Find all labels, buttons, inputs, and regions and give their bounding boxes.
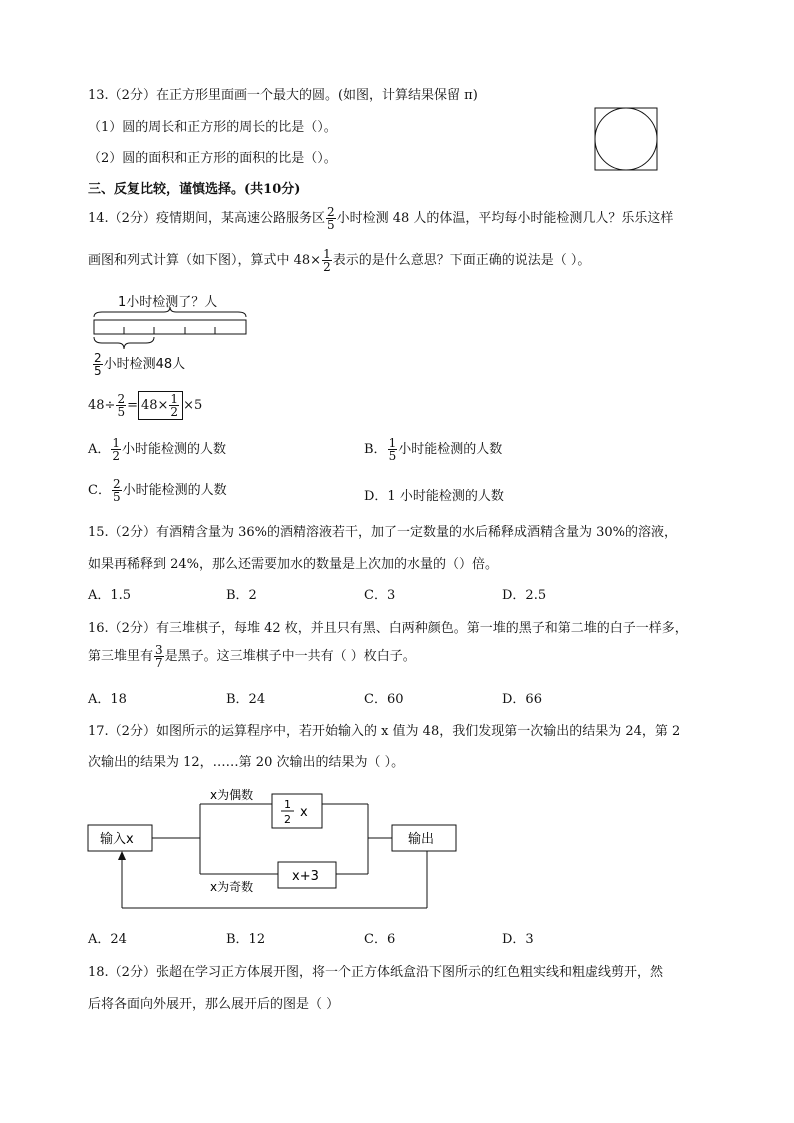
q17-option-a[interactable]: A．24 [88, 932, 127, 947]
q17-line1: 17.（2分）如图所示的运算程序中，若开始输入的 x 值为 48，我们发现第一次输出的结果为 24，第 2 [88, 724, 681, 739]
formula-box: 48× $\frac{1}{2}$ [138, 391, 183, 420]
q14-option-c[interactable]: C． $\frac{2}{5}$ 小时能检测的人数 [88, 477, 227, 504]
flow-output-label: 输出 [408, 832, 435, 847]
q15-option-c[interactable]: C．3 [364, 588, 396, 603]
q15-line2: 如果再稀释到 24%，那么还需要加水的数量是上次加的水量的（）倍。 [88, 557, 499, 572]
q13-sub1: （1）圆的周长和正方形的周长的比是（）。 [88, 120, 337, 135]
q14-option-b[interactable]: B． $\frac{1}{5}$ 小时能检测的人数 [364, 436, 503, 463]
fraction-1-2: $\frac{1}{2}$ [323, 247, 331, 274]
q18-line2: 后将各面向外展开，那么展开后的图是（ ） [88, 997, 340, 1012]
flow-even-label: x为偶数 [210, 788, 254, 802]
q14-formula: 48÷ $\frac{2}{5}$ = 48× $\frac{1}{2}$ ×5 [88, 392, 203, 419]
flowchart [86, 782, 466, 912]
svg-text:1: 1 [284, 798, 291, 811]
svg-text:x: x [300, 805, 308, 820]
segment-diagram [90, 305, 250, 357]
q15-option-b[interactable]: B．2 [226, 588, 257, 603]
q18-line1: 18.（2分）张超在学习正方体展开图，将一个正方体纸盒沿下图所示的红色粗实线和粗虚线剪开，然 [88, 965, 663, 980]
diagram-top-label: 1小时检测了？人 [118, 295, 218, 310]
q16-line1: 16.（2分）有三堆棋子，每堆 42 枚，并且只有黑、白两种颜色。第一堆的黑子和第二堆的白子一样多， [88, 621, 688, 636]
square-circle-figure [594, 107, 658, 171]
q15-option-d[interactable]: D．2.5 [502, 588, 547, 603]
q15-line1: 15.（2分）有酒精含量为 36%的酒精溶液若干，加了一定数量的水后稀释成酒精含量为 30%的溶液， [88, 525, 677, 540]
q17-option-c[interactable]: C．6 [364, 932, 396, 947]
flow-input-label: 输入x [100, 832, 134, 847]
q16-option-b[interactable]: B．24 [226, 692, 266, 707]
q16-option-d[interactable]: D．66 [502, 692, 542, 707]
section-title: 三、反复比较，谨慎选择。(共10分) [88, 182, 301, 197]
q14-line1: 14.（2分）疫情期间，某高速公路服务区 $\frac{2}{5}$ 小时检测 48 人的体温，平均每小时能检测几人？乐乐这样 [88, 205, 674, 232]
fraction-2-5: $\frac{2}{5}$ [326, 205, 335, 232]
q13-stem: 13.（2分）在正方形里面画一个最大的圆。(如图，计算结果保留 π) [88, 88, 478, 103]
q14-option-d[interactable]: D．1 小时能检测的人数 [364, 489, 504, 504]
flow-odd-label: x为奇数 [210, 880, 254, 894]
flow-half-box [272, 794, 322, 828]
q16-option-c[interactable]: C．60 [364, 692, 404, 707]
q16-option-a[interactable]: A．18 [88, 692, 127, 707]
q17-option-b[interactable]: B．12 [226, 932, 266, 947]
q16-line2: 第三堆里有 $\frac{3}{7}$ 是黑子。这三堆棋子中一共有（ ）枚白子。 [88, 643, 416, 670]
q15-option-a[interactable]: A．1.5 [88, 588, 132, 603]
svg-text:2: 2 [284, 813, 291, 826]
q14-line2: 画图和列式计算（如下图），算式中 48× $\frac{1}{2}$ 表示的是什么意思？下面正确的说法是（ ）。 [88, 247, 591, 274]
q13-sub2: （2）圆的面积和正方形的面积的比是（）。 [88, 151, 337, 166]
q14-option-a[interactable]: A． $\frac{1}{2}$ 小时能检测的人数 [88, 436, 227, 463]
svg-text:x+3: x+3 [292, 869, 319, 884]
diagram-bottom-label: $\frac{2}{5}$ 小时检测48人 [94, 351, 186, 378]
q17-line2: 次输出的结果为 12，……第 20 次输出的结果为（ ）。 [88, 755, 405, 770]
q17-option-d[interactable]: D．3 [502, 932, 534, 947]
